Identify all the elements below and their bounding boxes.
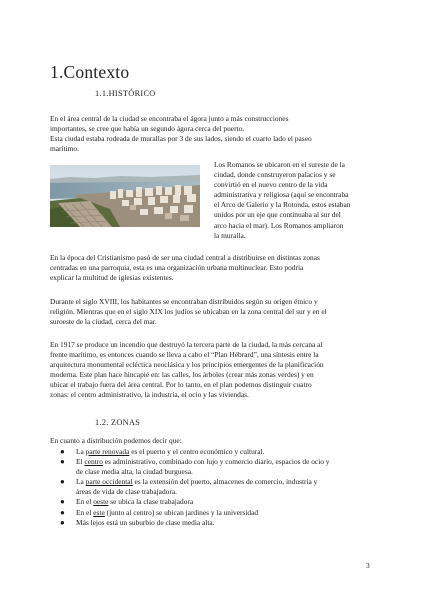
list-item xyxy=(60,518,380,528)
text-line xyxy=(76,508,380,518)
text-line: En el área central de la ciudad se encontraba el ágora junto a más construcciones xyxy=(50,114,289,123)
bullet-icon: ● xyxy=(60,477,65,487)
text-line: ciudad, donde construyeron palacios y se xyxy=(214,170,336,180)
paragraph-christianity xyxy=(50,253,375,283)
paragraph-zones-intro: En cuanto a distribución podemos decir que: xyxy=(50,436,182,445)
zone-term: este xyxy=(93,507,105,517)
subsection-heading-historico: 1.1.HISTÓRICO xyxy=(95,89,156,98)
text-line: centradas en una parroquia, esta es una organización urbana multinuclear. Esto podría xyxy=(50,263,304,273)
text-line xyxy=(76,497,380,507)
text-line: la muralla. xyxy=(214,230,246,240)
list-item xyxy=(60,447,380,457)
text-line: administrativa y religiosa (aquí se encontraba xyxy=(214,190,349,200)
list-item-prefix: En el xyxy=(76,497,94,507)
list-item-text: se ubica la clase trabajadora xyxy=(110,497,194,507)
list-item-text: es administrativo, combinado con lujo y comercio diario, espacios de ocio y xyxy=(104,457,330,467)
text-line xyxy=(76,447,380,457)
text-line: Esta ciudad estaba rodeada de murallas por 3 de sus lados, siendo el cuarto lado el paseo xyxy=(50,134,312,144)
bullet-icon: ● xyxy=(60,497,65,507)
list-item xyxy=(60,457,380,477)
text-line: Durante el siglo XVIII, los habitantes se encontraban distribuidos según su origen étnico y xyxy=(50,297,318,306)
list-item-prefix: La xyxy=(76,447,86,456)
text-line xyxy=(76,477,380,487)
text-line: En la época del Cristianismo pasó de ser una ciudad central a distribuirse en distintas zonas xyxy=(50,253,320,262)
text-line: arco hacia el mar). Los Romanos ampliaron xyxy=(214,220,344,230)
list-item-text: Más lejos está un suburbio de clase media alta. xyxy=(76,517,215,527)
text-line: convirtió en el nuevo centro de la vida xyxy=(214,180,328,190)
list-item-text: es el puerto y el centro económico y cultural. xyxy=(131,447,265,456)
text-line: áreas de vida de clase trabajadora. xyxy=(76,487,177,497)
text-line: frente marítimo, es entonces cuando se lleva a cabo el “Plan Hébrard”, una síntesis entre la xyxy=(50,350,319,360)
text-line: ubicar el trabajo fuera del área central. Por lo tanto, en el plan podemos distinguir cuatro xyxy=(50,380,312,390)
list-item xyxy=(60,508,380,518)
text-line: zonas: el centro administrativo, la industria, el ocio y las viviendas. xyxy=(50,390,249,400)
text-line: de clase media alta, la ciudad burguesa. xyxy=(76,467,193,477)
zone-term: parte occidental xyxy=(85,477,133,487)
bullet-icon: ● xyxy=(60,447,65,456)
zone-term: centro xyxy=(84,457,103,467)
text-line: unidos por un eje que continuaba al sur del xyxy=(214,210,341,220)
text-line: importantes, se cree que había un segundo ágora cerca del puerto. xyxy=(50,124,245,134)
paragraph-18th-century xyxy=(50,297,375,327)
text-line: suroeste de la ciudad, cerca del mar. xyxy=(50,317,157,327)
zones-list xyxy=(60,447,380,528)
bullet-icon: ● xyxy=(60,517,65,527)
text-line: religión. Mientras que en el siglo XIX los judíos se ubicaban en la zona central del sur y en el xyxy=(50,307,327,317)
city-photo xyxy=(50,165,200,227)
list-item xyxy=(60,497,380,507)
text-line: moderna. Este plan hace hincapié en: las calles, los árboles (crear más zonas verdes) y en xyxy=(50,370,314,380)
text-line: el Arco de Galerio y la Rotonda, estos estaban xyxy=(214,200,351,210)
text-line: Los Romanos se ubicaron en el sureste de la xyxy=(214,160,345,169)
text-line: marítimo. xyxy=(50,144,79,154)
list-item xyxy=(60,477,380,497)
paragraph-1917-fire xyxy=(50,340,375,401)
list-item-prefix: El xyxy=(76,457,85,467)
page-number: 3 xyxy=(366,561,370,570)
list-item-text: es la extensión del puerto, almacenes de comercio, industria y xyxy=(134,477,318,487)
list-item-prefix: En el xyxy=(76,507,94,517)
text-line: arquitectura monumental ecléctica neoclásica y los principios emergentes de la planificación xyxy=(50,360,324,370)
zone-term: parte renovada xyxy=(85,447,130,456)
subsection-heading-zonas: 1.2. ZONAS xyxy=(95,418,141,427)
roman-paragraph xyxy=(214,160,374,241)
list-item-text: (junto al centro) se ubican jardines y la universidad xyxy=(106,507,259,517)
paragraph-intro xyxy=(50,114,375,154)
zone-term: oeste xyxy=(93,497,109,507)
list-item-prefix: La xyxy=(76,477,86,487)
bullet-icon: ● xyxy=(60,507,65,517)
text-line: En 1917 se produce un incendio que destruyó la tercera parte de la ciudad, la más cercana al xyxy=(50,340,323,349)
text-line xyxy=(76,457,380,467)
bullet-icon: ● xyxy=(60,457,65,467)
text-line: explicar la multitud de iglesias existentes. xyxy=(50,273,174,283)
section-heading: 1.Contexto xyxy=(50,62,130,82)
